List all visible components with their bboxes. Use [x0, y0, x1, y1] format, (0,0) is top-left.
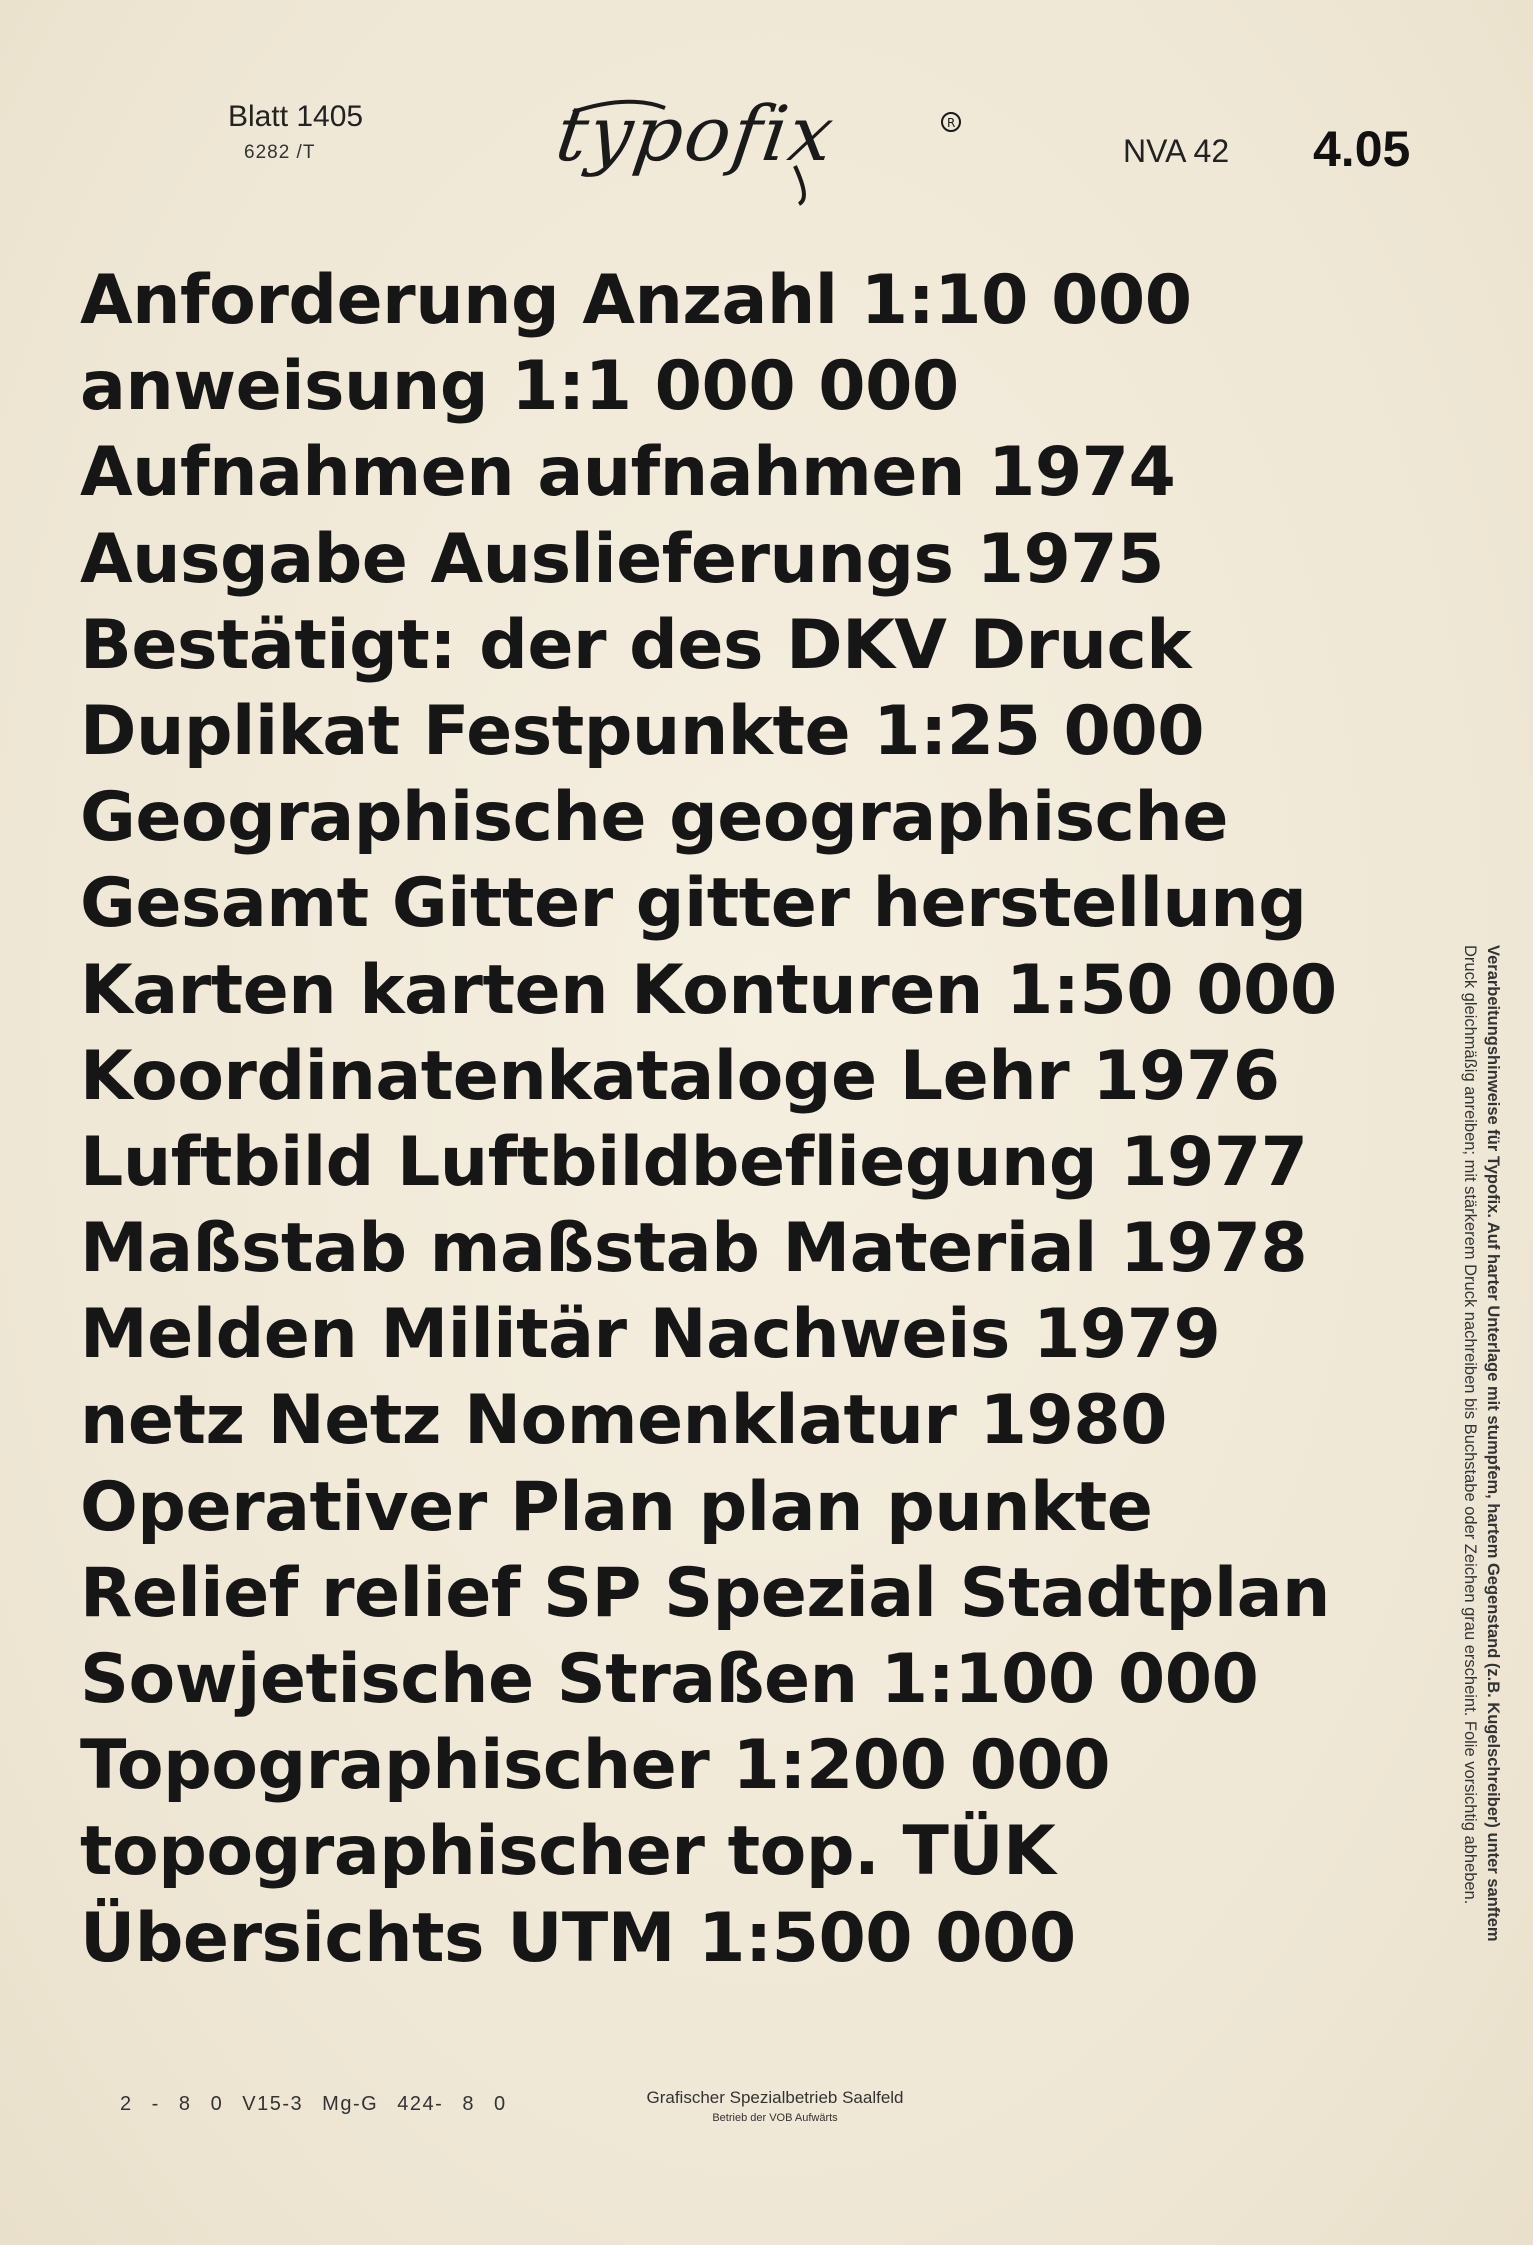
printer-subtitle: Betrieb der VOB Aufwärts: [712, 2112, 838, 2124]
lettering-line[interactable]: Relief relief SP Spezial Stadtplan: [80, 1553, 1330, 1633]
printer-name: Grafischer Spezialbetrieb Saalfeld: [646, 2088, 904, 2107]
lettering-line[interactable]: Luftbild Luftbildbefliegung 1977: [80, 1122, 1308, 1202]
lettering-line[interactable]: Bestätigt: der des DKV Druck: [80, 605, 1191, 685]
lettering-line[interactable]: Melden Militär Nachweis 1979: [80, 1295, 1221, 1375]
lettering-line[interactable]: Karten karten Konturen 1:50 000: [80, 950, 1337, 1030]
print-code: 2 - 8 0 V15-3 Mg-G 424- 8 0: [120, 2093, 507, 2115]
logo-wordmark: typofix: [555, 90, 841, 179]
sheet-code: 6282 /T: [244, 142, 316, 163]
sheet-number: Blatt 1405: [228, 100, 364, 133]
lettering-line[interactable]: Duplikat Festpunkte 1:25 000: [80, 691, 1205, 771]
lettering-line[interactable]: Operativer Plan plan punkte: [80, 1467, 1153, 1547]
printer-imprint: [550, 2088, 1000, 2124]
lettering-line[interactable]: Topographischer 1:200 000: [80, 1726, 1111, 1806]
price: 4.05: [1313, 121, 1411, 177]
lettering-line[interactable]: anweisung 1:1 000 000: [80, 347, 959, 427]
lettering-line[interactable]: Geographische geographische: [80, 778, 1228, 858]
lettering-line[interactable]: Anforderung Anzahl 1:10 000: [80, 261, 1192, 340]
lettering-list: [80, 258, 1460, 1982]
lettering-line[interactable]: netz Netz Nomenklatur 1980: [80, 1381, 1167, 1461]
usage-instructions: [1438, 945, 1508, 2085]
instructions-line-1: Verarbeitungshinweise für Typofix. Auf harter Unterlage mit stumpfem, hartem Gegenstand (z.B. Kugelschreiber) unter sanftem: [1484, 945, 1502, 1942]
lettering-line[interactable]: Koordinatenkataloge Lehr 1976: [80, 1036, 1280, 1116]
lettering-line[interactable]: Aufnahmen aufnahmen 1974: [80, 433, 1176, 513]
lettering-line[interactable]: Gesamt Gitter gitter herstellung: [80, 864, 1307, 944]
instructions-line-2: Druck gleichmäßig anreiben; mit stärkerem Druck nachreiben bis Buchstabe oder Zeichen grau erscheint. Folie vorsichtig abheben.: [1461, 945, 1479, 1905]
lettering-line[interactable]: Maßstab maßstab Material 1978: [80, 1209, 1308, 1289]
svg-text:R: R: [947, 116, 956, 130]
lettering-line[interactable]: Ausgabe Auslieferungs 1975: [80, 519, 1164, 599]
typofix-logo: [555, 78, 985, 208]
series-label: NVA 42: [1123, 133, 1230, 169]
lettering-line[interactable]: Sowjetische Straßen 1:100 000: [80, 1640, 1259, 1719]
lettering-line[interactable]: Übersichts UTM 1:500 000: [80, 1898, 1076, 1978]
lettering-line[interactable]: topographischer top. TÜK: [80, 1812, 1056, 1892]
